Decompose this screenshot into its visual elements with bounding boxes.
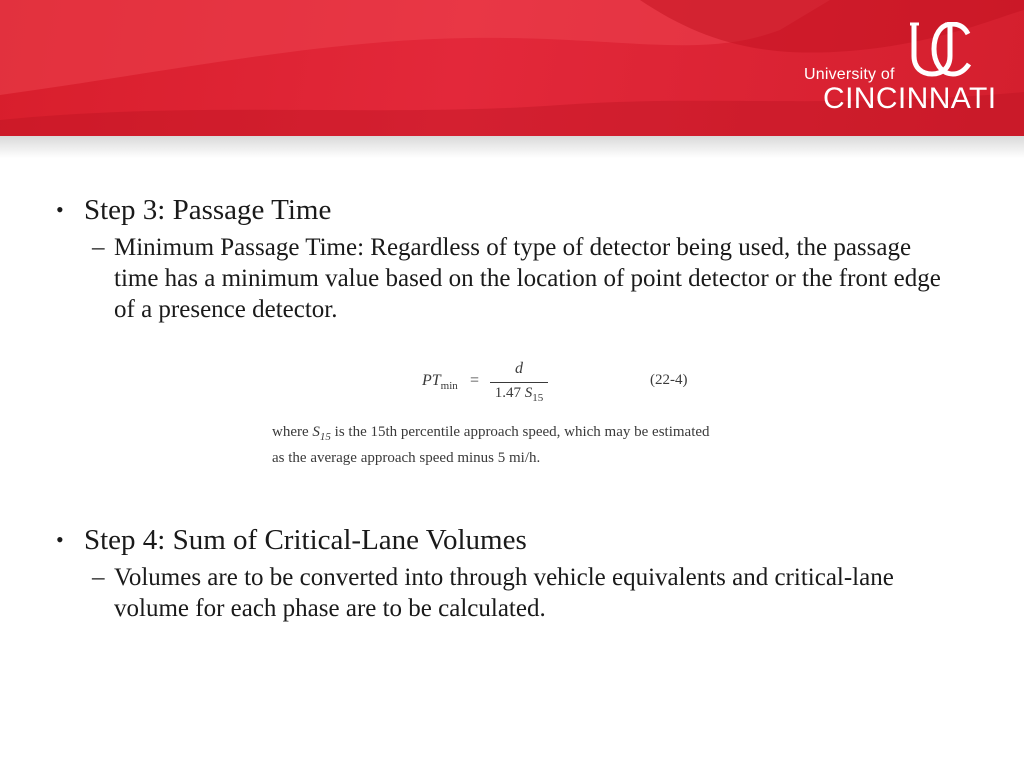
formula-den-sub: 15 <box>532 392 544 404</box>
formula-den-coef: 1.47 <box>494 385 521 401</box>
formula-den-var: S <box>524 385 533 401</box>
header-banner <box>0 0 1024 138</box>
logo-university-of: University of <box>804 66 895 83</box>
formula-lhs-var: PT <box>422 372 441 389</box>
formula-denominator <box>484 385 554 404</box>
formula-numerator: d <box>515 360 523 377</box>
formula-equation-number: (22-4) <box>650 372 688 388</box>
formula-note-pre: where <box>272 424 309 440</box>
formula-note-var: $S_{15}$ <box>312 424 331 443</box>
step3-title: • Step 3: Passage Time <box>56 193 956 227</box>
formula-equals: = <box>470 372 480 389</box>
step3-description: – Minimum Passage Time: Regardless of type of detector being used, the passage time has a minimum value based on the location of point detector or the front edge of a presence detector. <box>56 232 956 325</box>
header-shadow <box>0 136 1024 158</box>
formula-figure <box>272 360 712 470</box>
step3-section <box>56 193 956 325</box>
formula-note-text: is the 15th percentile approach speed, which may be estimated as the average approach speed minus 5 mi/h. <box>272 424 710 466</box>
formula-lhs <box>422 372 458 392</box>
step4-title: • Step 4: Sum of Critical-Lane Volumes <box>56 523 966 557</box>
formula-lhs-sub: min <box>440 380 458 393</box>
step4-section <box>56 523 966 624</box>
uc-monogram-icon <box>908 22 972 78</box>
university-logo <box>800 22 1006 118</box>
formula-fraction-bar <box>490 382 548 383</box>
logo-cincinnati: CINCINNATI <box>823 82 997 115</box>
step4-description: – Volumes are to be converted into through vehicle equivalents and critical-lane volume for each phase are to be calculated. <box>56 562 966 624</box>
formula-note <box>272 422 712 469</box>
